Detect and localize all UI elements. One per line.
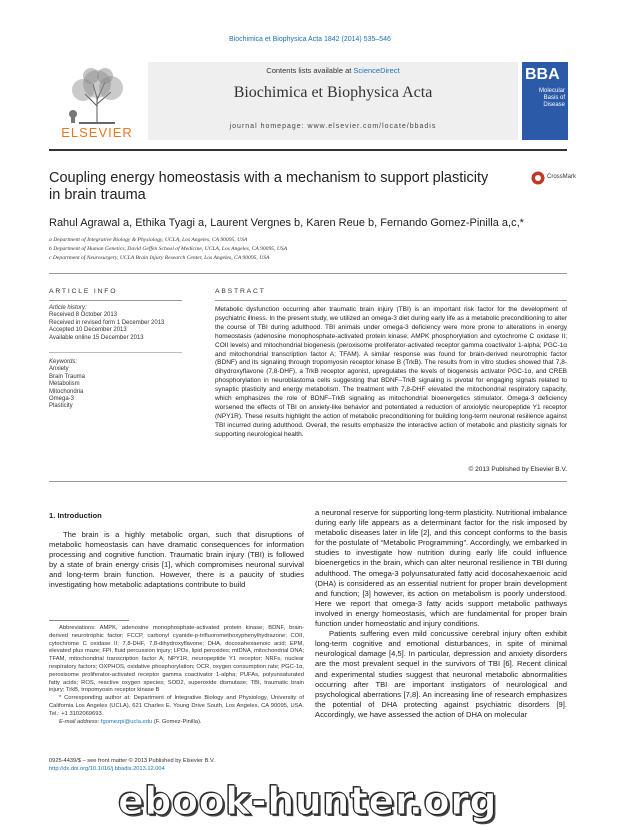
elsevier-wordmark: ELSEVIER	[61, 125, 133, 140]
sciencedirect-link[interactable]: ScienceDirect	[353, 66, 400, 75]
keyword: Mitochondria	[49, 388, 84, 395]
intro-left-column	[49, 530, 304, 591]
keywords-rule	[49, 352, 182, 353]
keyword: Omega-3	[49, 396, 75, 403]
email-label: E-mail address:	[59, 718, 101, 725]
keyword: Anxiety	[49, 366, 69, 373]
watermark-text: ebook-hunter.org	[118, 779, 498, 823]
crossmark-icon	[531, 171, 545, 185]
keyword: Brain Trauma	[49, 373, 86, 380]
intro-paragraph: a neuronal reserve for supporting long-term plasticity. Nutritional imbalance during early life appears as a determinant factor for the risk imposed by metabolic diseases later in life [2], and this concept conforms to the basis for the postulate of “Metabolic Programming”. Accordingly, we embarked in studies to investigate how nutrition during early life could influence bioenergetics in the brain, which can alter neuronal resilience in TBI during adulthood. The omega-3 polyunsaturated fatty acid docosahexaenoic acid (DHA) is considered as an essential nutrient for proper brain development and function; [3] however, its action on metabolism is poorly understood. Here we report that omega-3 fatty acids support metabolic pathways involved in energy homeostasis, which are fundamental for proper brain function under homeostatic and injury conditions.	[315, 508, 567, 629]
affiliations	[49, 236, 569, 263]
doi-link[interactable]: http://dx.doi.org/10.1016/j.bbadis.2013.12.004	[49, 766, 165, 772]
abstract-heading: ABSTRACT	[215, 288, 266, 295]
email-link[interactable]: fgomezpi@ucla.edu	[100, 718, 153, 725]
abstract-copyright: © 2013 Published by Elsevier B.V.	[468, 466, 567, 473]
header-rule	[49, 149, 567, 151]
issn-line: 0925-4439/$ – see front matter © 2013 Published by Elsevier B.V.	[49, 758, 215, 764]
contents-prefix: Contents lists available at	[266, 66, 354, 75]
affiliation-b: b Department of Human Genetics, David Geffen School of Medicine, UCLA, Los Angeles, CA 90095, USA	[49, 246, 288, 252]
bottom-info	[49, 757, 349, 773]
cover-abbrev: BBA	[525, 66, 560, 83]
history-label: Article history:	[49, 305, 87, 311]
abbreviations-footnote: Abbreviations: AMPK, adenosine monophosphate-activated protein kinase; BDNF, brain-derived neurotrophic factor; FCCP, carbonyl cyanide-p-trifluoromethoxyphenylhydrazone; COII, cytochrome C oxidase II; 7,8-DHF, 7,8-dihydroxyflavone; DHA, docosahexaenoic acid; EPM, elevated plus maze; FPI, fluid percussion injury; LPOs, lipid peroxides; mtDNA, mitochondrial DNA; TFAM, mitochondrial transcription factor A; NPY1R, neuropeptide Y1 receptor; NRFs, nuclear respiratory factors; OXPHOS, oxidative phosphorylation; OCR, oxygen consumption rate; PGC-1α, peroxisome proliferator-activated receptor gamma coactivator 1-alpha; PUFAs, polyunsaturated fatty acids; ROS, reactive oxygen species; SOD2, superoxide dismutase; TBI, traumatic brain injury; TrkB, tropomyosin receptor kinase B	[49, 625, 304, 694]
journal-title: Biochimica et Biophysica Acta	[233, 84, 433, 101]
author-list: Rahul Agrawal a, Ethika Tyagi a, Laurent Vergnes b, Karen Reue b, Fernando Gomez-Pinilla a,c,*	[49, 217, 524, 229]
footnotes	[49, 625, 304, 726]
intro-right-column	[315, 508, 567, 720]
corresponding-author-footnote: * Corresponding author at: Department of Integrative Biology and Physiology, University of California Los Angeles (UCLA), 621 Charles E. Young Drive South, Los Angeles, CA 90095, USA. Tel.: +1 3102069693.	[49, 695, 304, 717]
history-received: Received 8 October 2013	[49, 312, 118, 319]
abstract-text: Metabolic dysfunction occurring after traumatic brain injury (TBI) is an important risk factor for the development of psychiatric illness. In the present study, we utilized an omega-3 diet during early life as a metabolic preconditioning to alter the course of TBI during adulthood. TBI animals under omega-3 deficiency were more prone to alterations in energy homeostasis (adenosine monophosphate-activated protein kinase; AMPK phosphorylation and cytochrome C oxidase II; COII levels) and mitochondrial biogenesis (peroxisome proliferator-activated receptor gamma coactivator 1-alpha; PGC-1α and mitochondrial transcription factor A; TFAM). A similar response was found for brain-derived neurotrophic factor (BDNF) and its signaling through tropomyosin receptor kinase B (TrkB). The results from in vitro studies showed that 7,8-dihydroxyflavone (7,8-DHF), a TrkB receptor agonist, upregulates the levels of biogenesis activator PGC-1α, and CREB phosphorylation in neuroblastoma cells suggesting that BDNF–TrkB signaling is pivotal for engaging signals related to synaptic plasticity and energy metabolism. The treatment with 7,8-DHF elevated the mitochondrial respiratory capacity, which emphasizes the role of BDNF–TrkB signaling as mitochondrial bioenergetics stimulator. Omega-3 deficiency worsened the effects of TBI on anxiety-like behavior and potentiated a reduction of anxiolytic neuropeptide Y1 receptor (NPY1R). These results highlight the action of metabolic preconditioning for building long-term neuronal resilience against TBI incurred during adulthood. Overall, the results emphasize the interactive action of metabolic and plasticity signals for supporting neurological health.	[215, 306, 567, 438]
history-accepted: Accepted 10 December 2013	[49, 327, 127, 334]
affiliation-c: c Department of Neurosurgery, UCLA Brain Injury Research Center, Los Angeles, CA 90095, USA	[49, 255, 270, 261]
section-heading-introduction: 1. Introduction	[49, 511, 102, 520]
affiliation-rule	[49, 273, 567, 274]
history-online: Available online 15 December 2013	[49, 334, 144, 341]
crossmark-label: CrossMark	[547, 174, 577, 180]
article-info-heading: ARTICLE INFO	[49, 288, 118, 295]
intro-paragraph: The brain is a highly metabolic organ, such that disruptions of metabolic homeostasis can have dramatic consequences for information processing and cognitive function. Traumatic brain injury (TBI) is followed by a state of brain energy crisis [1], which compromises neuronal survival and long-term brain function. However, there is a paucity of studies investigating how metabolic adaptations contribute to build	[49, 530, 304, 590]
info-rule	[49, 300, 182, 301]
abstract-end-rule	[49, 481, 567, 482]
abstract-rule	[215, 300, 567, 301]
journal-homepage[interactable]: journal homepage: www.elsevier.com/locate/bbadis	[229, 123, 437, 130]
affiliation-a: a Department of Integrative Biology & Physiology, UCLA, Los Angeles, CA 90095, USA	[49, 237, 248, 243]
cover-subtitle: Molecular Basis of Disease	[538, 88, 565, 108]
crossmark-badge[interactable]	[531, 171, 577, 187]
article-info	[49, 305, 182, 411]
keyword: Metabolism	[49, 381, 80, 388]
journal-cover-image	[522, 62, 568, 140]
intro-paragraph: Patients suffering even mild concussive cerebral injury often exhibit long-term cognitive and emotional disturbances, in spite of minimal neurological damage [4,5]. In particular, depression and anxiety disorders are the most prevalent sequel in the survivors of TBI [6]. Recent clinical and experimental studies suggest that neuronal metabolic abnormalities occurring after TBI are important instigators of neurological and psychological aberrations [7,8]. An increasing line of research emphasizes the potential of DHA protecting against psychiatric disorders [9]. Accordingly, we have assessed the action of DHA on molecular	[315, 629, 567, 719]
article-title: Coupling energy homeostasis with a mechanism to support plasticity in brain trauma	[49, 170, 489, 203]
keywords-label: Keywords:	[49, 359, 78, 366]
email-suffix: (F. Gomez-Pinilla).	[152, 718, 202, 725]
email-footnote	[49, 719, 304, 727]
journal-citation[interactable]: Biochimica et Biophysica Acta 1842 (2014) 535–546	[229, 36, 391, 43]
contents-line	[148, 66, 518, 75]
history-revised: Received in revised form 1 December 2013	[49, 319, 165, 326]
keyword: Plasticity	[49, 403, 73, 410]
footnote-rule	[49, 620, 129, 621]
